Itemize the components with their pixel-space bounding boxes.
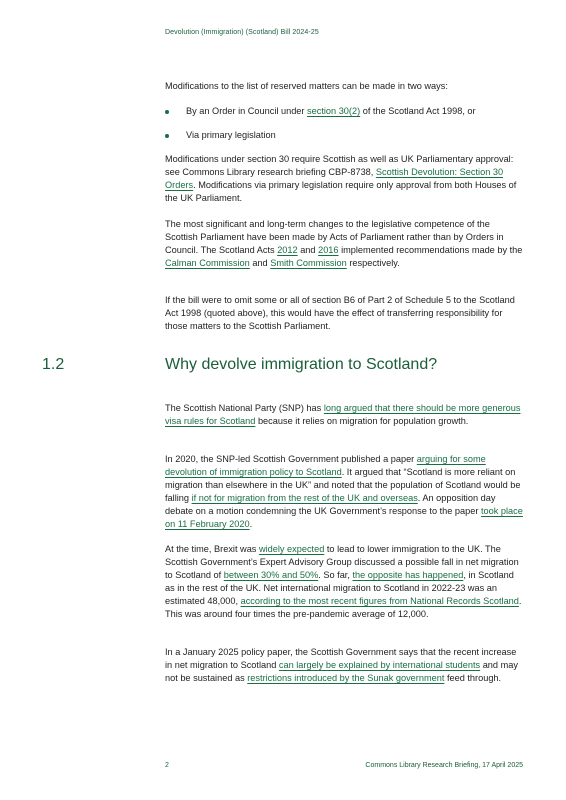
intro-lead-text: Modifications to the list of reserved matters can be made in two ways: [165,81,448,91]
text-segment: . [249,519,253,529]
text-segment: In 2020, the SNP-led Scottish Government published a paper [165,454,417,464]
section-number: 1.2 [42,356,65,373]
bullet-text: Via primary legislation [186,130,276,140]
paragraph [165,294,525,333]
text-segment: . An opposition day debate on a motion condemning the UK Government’s response to the paper [165,493,496,516]
devolution-paper-link[interactable]: arguing for some devolution of immigration policy to Scotland [165,454,486,477]
smith-commission-link[interactable]: Smith Commission [270,258,347,268]
bullet-text [186,105,525,118]
text-segment: and may not be sustained as [165,660,518,683]
opposite-happened-link[interactable]: the opposite has happened [352,570,464,580]
text-segment: and [297,245,319,255]
section-30-orders-link[interactable]: Scottish Devolution: Section 30 Orders [165,167,504,190]
paragraph [165,218,525,270]
bullet-text-segment: of the Scotland Act 1998, or [360,106,476,116]
text-segment: because it relies on migration for population growth. [255,416,469,426]
widely-expected-link[interactable]: widely expected [258,544,325,554]
text-segment: feed through. [444,673,502,683]
text-segment: and [249,258,271,268]
text-segment: implemented recommendations made by the [338,245,523,255]
paragraph [165,646,525,685]
text-segment: Modifications under section 30 require Scottish as well as UK Parliamentary approval: see Commons Library research briefing CBP-8738, [165,154,514,177]
scotland-act-2016-link[interactable]: 2016 [318,245,339,255]
text-segment: The Scottish National Party (SNP) has [165,403,324,413]
text-segment: . So far, [318,570,353,580]
international-students-link[interactable]: can largely be explained by international students [278,660,481,670]
section-title: Why devolve immigration to Scotland? [165,356,438,373]
bullet-dot-icon [165,134,169,138]
text-segment: . Modifications via primary legislation require only approval from both Houses of the UK Parliament. [165,180,517,203]
text-segment: . This was around four times the pre-pandemic average of 12,000. [165,596,522,619]
bullet-dot-icon [165,110,169,114]
scotland-act-2012-link[interactable]: 2012 [277,245,298,255]
nrs-figures-link[interactable]: according to the most recent figures from National Records Scotland [240,596,519,606]
snp-visa-rules-link[interactable]: long argued that there should be more generous visa rules for Scotland [165,403,521,426]
text-segment: The most significant and long-term changes to the legislative competence of the Scottish Parliament have been made by Acts of Parliament rather than by Orders in Council. The Scotland Acts [165,219,504,255]
debate-date-link[interactable]: took place on 11 February 2020 [165,506,523,529]
text-segment: In a January 2025 policy paper, the Scottish Government says that the recent increase in net migration to Scotland [165,647,517,670]
paragraph [165,453,525,531]
migration-fall-range-link[interactable]: between 30% and 50% [223,570,319,580]
paragraph [165,402,525,428]
text-segment: respectively. [346,258,400,268]
sunak-restrictions-link[interactable]: restrictions introduced by the Sunak government [247,673,445,683]
migration-population-link[interactable]: if not for migration from the rest of the UK and overseas [191,493,418,503]
page-number: 2 [165,762,169,769]
footer-citation: Commons Library Research Briefing, 17 April 2025 [365,762,523,769]
paragraph-text: If the bill were to omit some or all of section B6 of Part 2 of Schedule 5 to the Scotland Act 1998 (quoted above), this would have the effect of transferring responsibility for those matters to the Scottish Parliament. [165,295,515,331]
paragraph [165,153,525,205]
text-segment: to lead to lower immigration to the UK. The Scottish Government’s Expert Advisory Group discussed a possible fall in net migration to Scotland of [165,544,519,580]
intro-lead-paragraph [165,80,525,93]
paragraph [165,543,525,621]
calman-commission-link[interactable]: Calman Commission [165,258,250,268]
running-header: Devolution (Immigration) (Scotland) Bill 2024-25 [165,29,319,36]
section-30-2-link[interactable]: section 30(2) [307,106,361,116]
text-segment: . It argued that “Scotland is more reliant on migration than elsewhere in the UK” and noted that the population of Scotland would be falling [165,467,521,503]
text-segment: , in Scotland as in the rest of the UK. Net international migration to Scotland in 2022-23 was an estimated 48,000, [165,570,514,606]
text-segment: At the time, Brexit was [165,544,259,554]
bullet-text-segment: By an Order in Council under [186,106,308,116]
